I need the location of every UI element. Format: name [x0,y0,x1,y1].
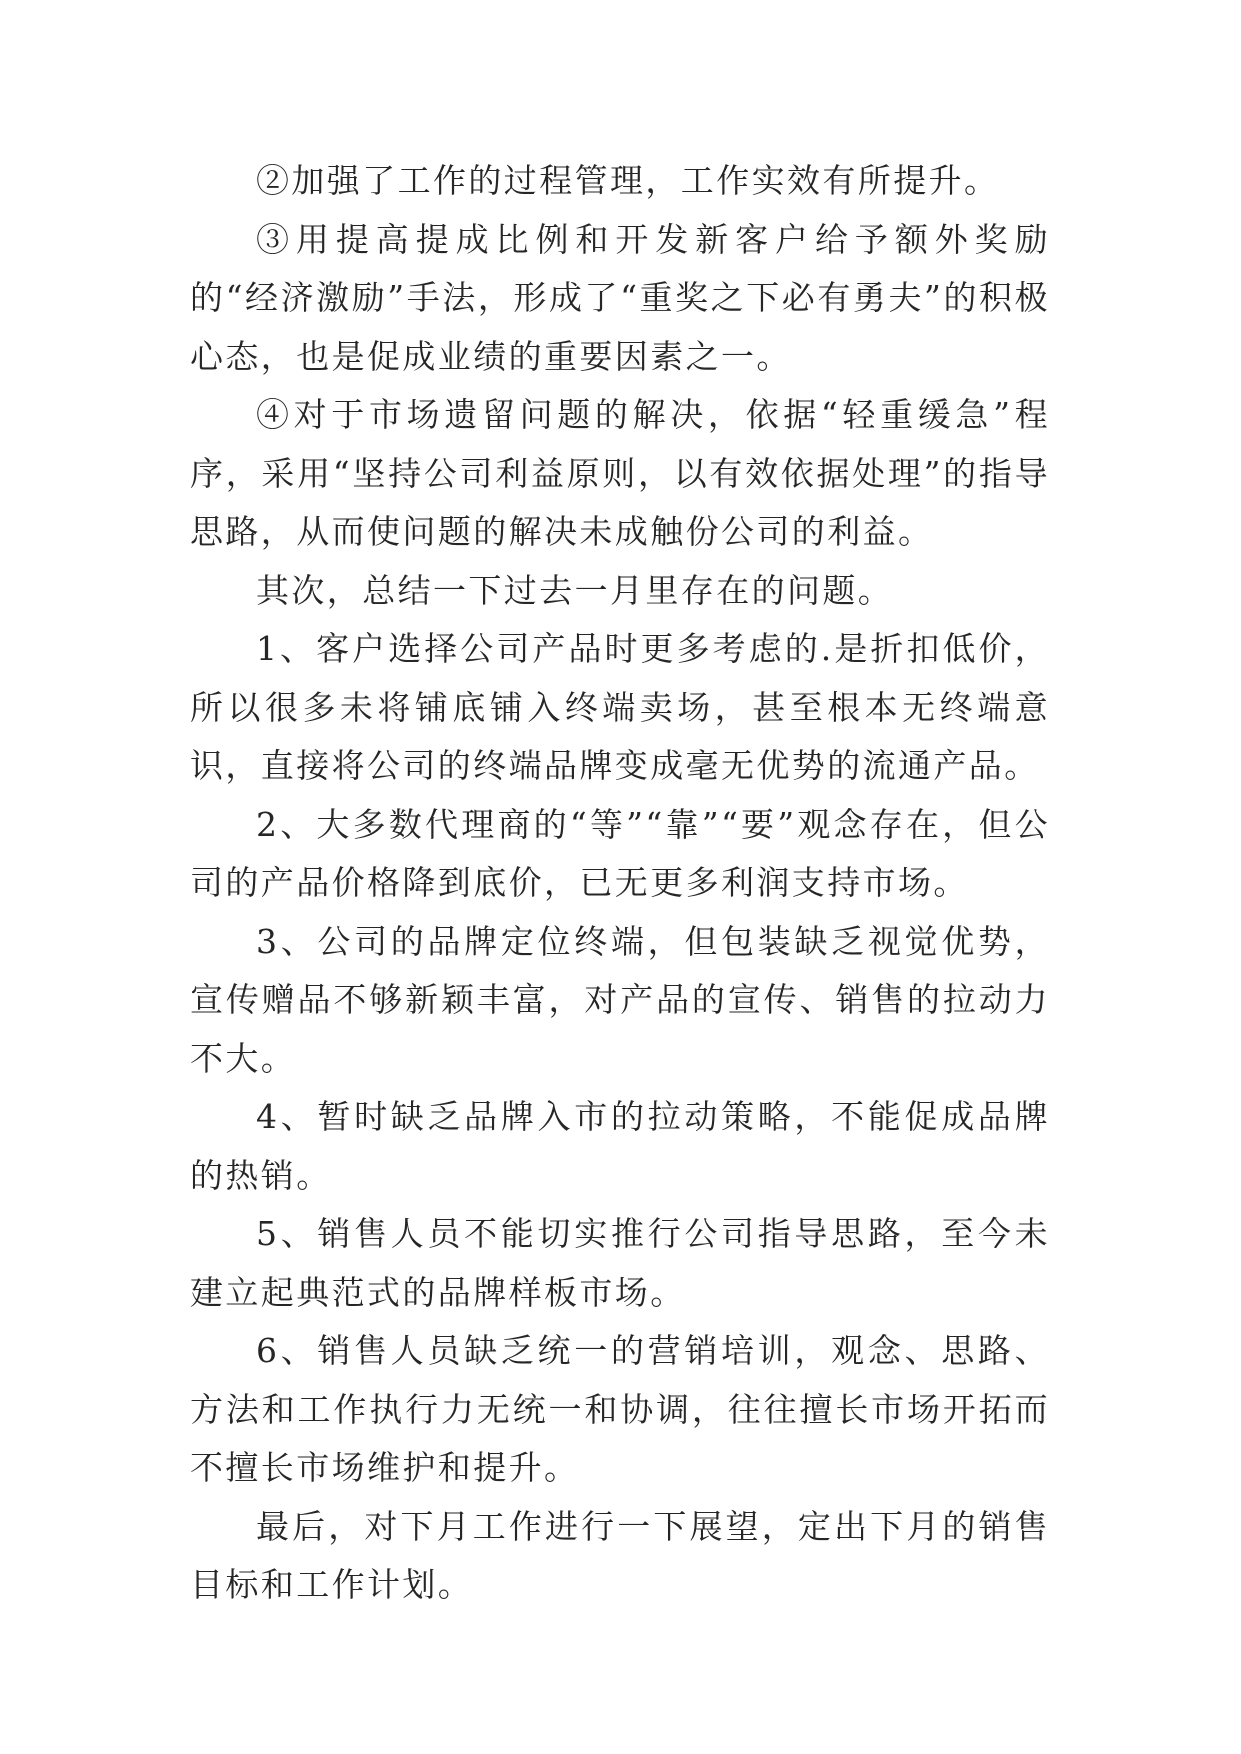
paragraph-legacy-issues: ④对于市场遗留问题的解决，依据“轻重缓急”程序，采用“坚持公司利益原则，以有效依据处理”的指导思路，从而使问题的解决未成触份公司的利益。 [190,395,1050,551]
paragraph-problem-2: 2、大多数代理商的“等”“靠”“要”观念存在，但公司的产品价格降到底价，已无更多利润支持市场。 [190,804,1050,902]
document-body [190,152,1050,1615]
paragraph-problems-intro: 其次，总结一下过去一月里存在的问题。 [256,570,894,610]
paragraph-outlook: 最后，对下月工作进行一下展望，定出下月的销售目标和工作计划。 [190,1506,1050,1604]
paragraph-problem-1: 1、客户选择公司产品时更多考虑的.是折扣低价，所以很多未将铺底铺入终端卖场，甚至根本无终端意识，直接将公司的终端品牌变成毫无优势的流通产品。 [190,629,1050,785]
paragraph-problem-4: 4、暂时缺乏品牌入市的拉动策略，不能促成品牌的热销。 [190,1097,1050,1195]
paragraph-problem-6: 6、销售人员缺乏统一的营销培训，观念、思路、方法和工作执行力无统一和协调，往往擅长市场开拓而不擅长市场维护和提升。 [190,1331,1050,1487]
paragraph-problem-3: 3、公司的品牌定位终端，但包装缺乏视觉优势，宣传赠品不够新颖丰富，对产品的宣传、销售的拉动力不大。 [190,921,1050,1078]
paragraph-problem-5: 5、销售人员不能切实推行公司指导思路，至今未建立起典范式的品牌样板市场。 [190,1214,1050,1312]
paragraph-process-management: ②加强了工作的过程管理，工作实效有所提升。 [256,161,1000,200]
paragraph-economic-incentive: ③用提高提成比例和开发新客户给予额外奖励的“经济激励”手法，形成了“重奖之下必有勇夫”的积极心态，也是促成业绩的重要因素之一。 [190,219,1050,376]
